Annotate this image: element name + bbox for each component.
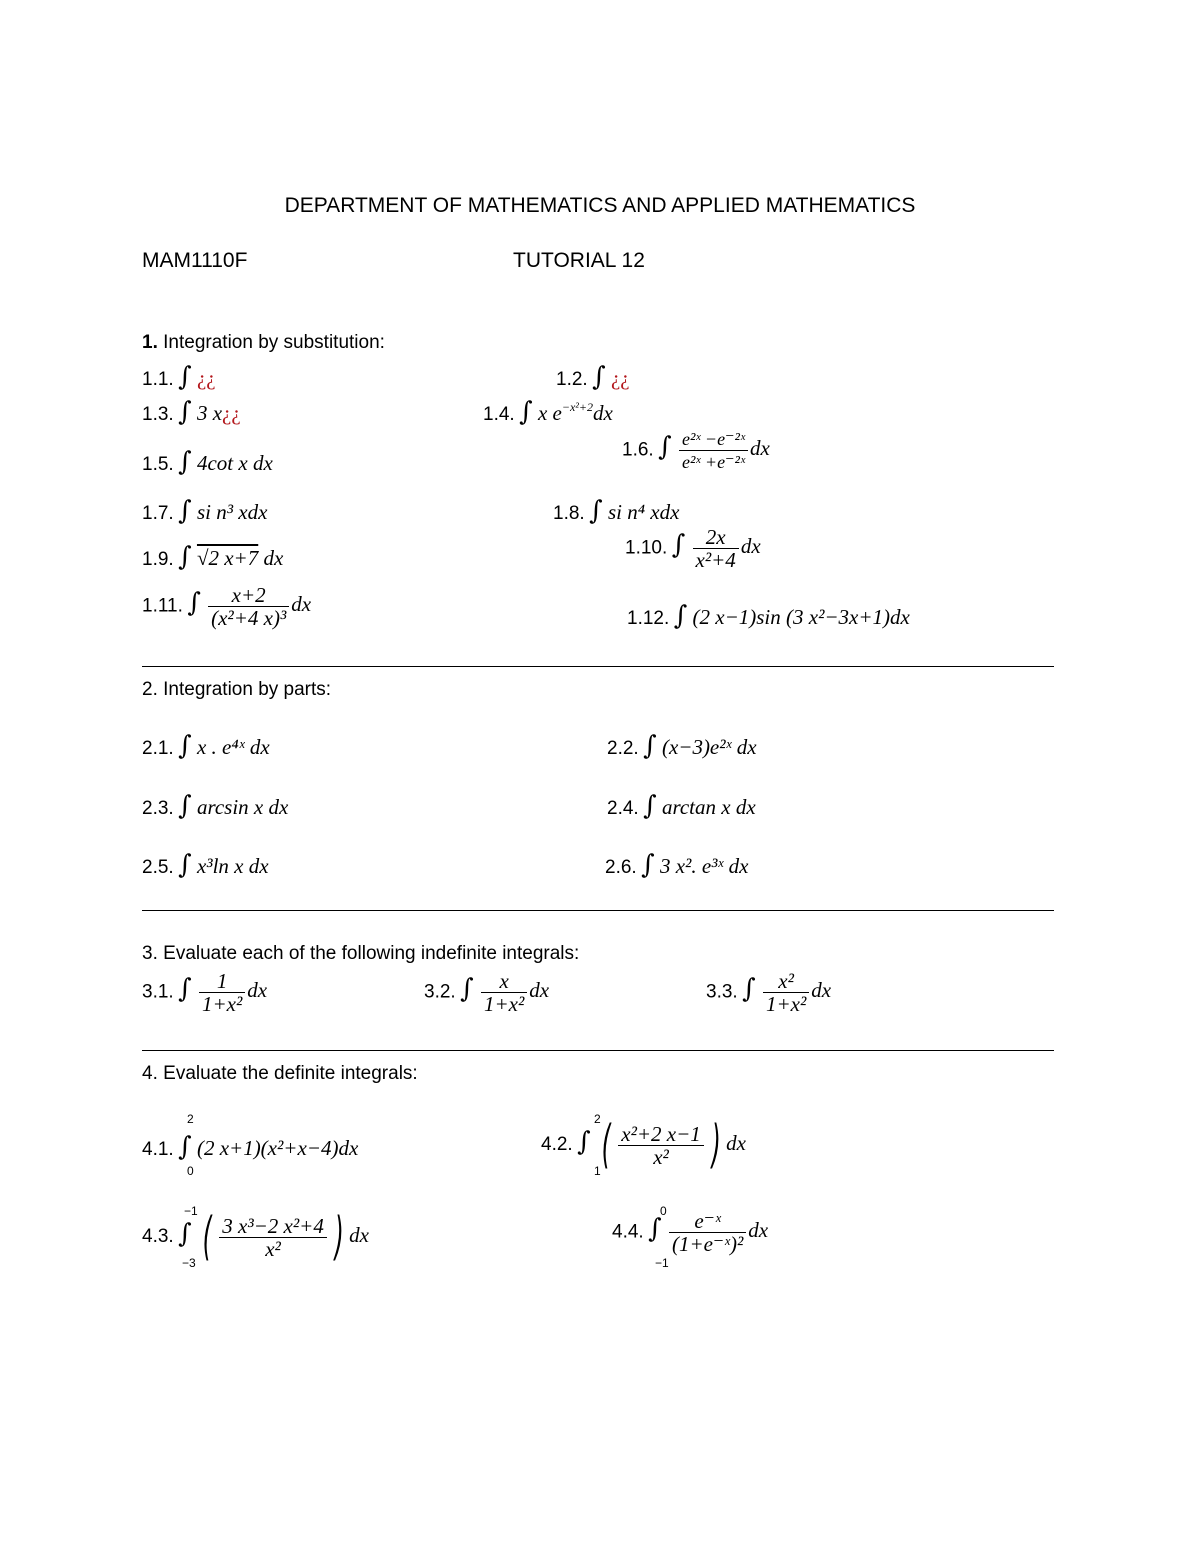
integrand: arcsin x — [196, 795, 264, 819]
problem-2-1 — [142, 731, 270, 761]
problem-label: 1.4. — [483, 404, 515, 425]
problem-label: 2.2. — [607, 738, 639, 759]
problem-2-3 — [142, 791, 288, 821]
exponent: −x²+2 — [561, 400, 593, 414]
problem-label: 1.1. — [142, 369, 174, 390]
section-number: 1. — [142, 332, 158, 353]
problem-label: 3.1. — [142, 981, 174, 1003]
problem-label: 2.1. — [142, 738, 174, 759]
problem-label: 2.5. — [142, 857, 174, 878]
integral-sign: ∫ — [178, 1132, 192, 1162]
integral-sign: ∫ — [589, 496, 603, 526]
integral-sign: ∫ — [519, 397, 533, 427]
department-title: DEPARTMENT OF MATHEMATICS AND APPLIED MATHEMATICS — [284, 194, 916, 217]
integral-sign: ∫ — [178, 496, 192, 526]
problem-1-8 — [553, 496, 679, 526]
problem-1-10 — [625, 526, 761, 571]
dx: dx — [249, 735, 270, 759]
problem-label: 1.8. — [553, 503, 585, 524]
problem-label: 4.3. — [142, 1225, 174, 1247]
dx: dx — [592, 401, 613, 425]
tutorial-number: TUTORIAL 12 — [513, 249, 645, 272]
integral-sign: ∫ — [178, 731, 192, 761]
upper-limit: −1 — [184, 1204, 198, 1218]
problem-label: 3.3. — [706, 981, 738, 1003]
numerator: x+2 — [208, 584, 289, 607]
integrand: (2 x+1)(x²+x−4) — [196, 1136, 339, 1160]
section-3-heading — [142, 943, 579, 965]
problem-1-6 — [622, 428, 770, 473]
dx: dx — [349, 1222, 369, 1247]
problem-1-12 — [627, 601, 910, 631]
dx: dx — [263, 546, 284, 570]
denominator: e²ˣ +e⁻²ˣ — [681, 452, 746, 472]
integrand: arctan x — [661, 795, 731, 819]
denominator: 1+x² — [201, 992, 243, 1016]
integral-sign: ∫ — [187, 588, 201, 619]
problem-1-3 — [142, 397, 241, 427]
problem-label: 4.1. — [142, 1139, 174, 1160]
integral-sign: ∫ — [648, 1214, 662, 1245]
section-title: Evaluate each of the following indefinite integrals: — [163, 943, 580, 964]
problem-label: 2.4. — [607, 798, 639, 819]
problem-3-2 — [424, 970, 549, 1015]
denominator: x²+4 — [695, 548, 736, 572]
section-2-heading — [142, 679, 331, 701]
problem-4-1 — [142, 1132, 358, 1162]
integrand: si n³ xdx — [196, 500, 268, 524]
problem-2-4 — [607, 791, 756, 821]
dx: dx — [726, 1130, 746, 1155]
integrand: (2 x−1)sin (3 x²−3x+1) — [692, 605, 891, 629]
integral-sign: ∫ — [178, 397, 192, 427]
dx: dx — [268, 795, 289, 819]
numerator: e²ˣ −e⁻²ˣ — [679, 428, 748, 451]
dx: dx — [338, 1136, 359, 1160]
dx: dx — [736, 735, 757, 759]
problem-4-2 — [541, 1115, 746, 1175]
problem-label: 1.6. — [622, 439, 654, 461]
dx: dx — [890, 605, 910, 629]
problem-2-6 — [605, 850, 748, 880]
integral-sign: ∫ — [178, 1218, 192, 1249]
integrand: √2 x+7 — [196, 546, 259, 570]
broken-glyph: ¿¿ — [610, 366, 630, 390]
dx: dx — [728, 854, 749, 878]
section-title: Integration by substitution: — [163, 332, 385, 353]
section-1-heading — [142, 332, 385, 354]
integral-sign: ∫ — [641, 850, 655, 880]
problem-label: 4.4. — [612, 1221, 644, 1243]
problem-label: 1.11. — [142, 595, 183, 617]
problem-label: 1.3. — [142, 404, 174, 425]
numerator: x — [481, 970, 527, 993]
integral-sign: ∫ — [178, 974, 192, 1005]
dx: dx — [735, 795, 756, 819]
section-title: Evaluate the definite integrals: — [163, 1063, 418, 1084]
denominator: (1+e⁻ˣ)² — [671, 1232, 744, 1256]
dx: dx — [248, 854, 269, 878]
problem-1-7 — [142, 496, 267, 526]
integral-sign: ∫ — [643, 731, 657, 761]
right-paren: ) — [334, 1207, 344, 1267]
dx: dx — [529, 978, 550, 1003]
denominator: x² — [265, 1236, 281, 1261]
integral-sign: ∫ — [673, 601, 688, 631]
right-paren: ) — [711, 1115, 721, 1175]
numerator: e⁻ˣ — [669, 1210, 746, 1233]
numerator: 1 — [199, 970, 245, 993]
integral-sign: ∫ — [178, 791, 192, 821]
problem-2-2 — [607, 731, 757, 761]
integral-sign: ∫ — [643, 791, 657, 821]
integral-sign: ∫ — [460, 974, 474, 1005]
dx: dx — [291, 592, 312, 617]
lower-limit: 0 — [187, 1164, 194, 1178]
problem-2-5 — [142, 850, 269, 880]
problem-1-4 — [483, 397, 613, 427]
problem-1-11 — [142, 584, 311, 629]
numerator: 3 x³−2 x²+4 — [219, 1215, 327, 1238]
integral-sign: ∫ — [577, 1126, 591, 1157]
upper-limit: 2 — [594, 1112, 601, 1126]
numerator: 2x — [693, 526, 739, 549]
section-number: 4. — [142, 1063, 158, 1084]
integral-sign: ∫ — [658, 432, 672, 463]
left-paren: ( — [202, 1207, 212, 1267]
dx: dx — [740, 534, 761, 559]
dx: dx — [750, 436, 770, 461]
denominator: x² — [653, 1144, 669, 1169]
lower-limit: −1 — [655, 1256, 669, 1270]
integral-sign: ∫ — [592, 362, 606, 392]
left-paren: ( — [601, 1115, 611, 1175]
integrand: 4cot x — [196, 451, 248, 475]
integrand: x . e⁴ˣ — [196, 735, 245, 759]
dx: dx — [748, 1218, 769, 1243]
problem-label: 1.5. — [142, 454, 174, 475]
problem-label: 1.10. — [625, 537, 668, 559]
section-title: Integration by parts: — [163, 679, 332, 700]
course-code: MAM1110F — [142, 249, 248, 272]
lower-limit: −3 — [182, 1256, 196, 1270]
integral-sign: ∫ — [178, 447, 192, 477]
problem-3-3 — [706, 970, 831, 1015]
section-divider — [142, 666, 1054, 667]
integral-sign: ∫ — [178, 362, 192, 392]
integral-sign: ∫ — [671, 530, 686, 561]
dx: dx — [811, 978, 832, 1003]
numerator: x²+2 x−1 — [618, 1123, 704, 1146]
upper-limit: 2 — [187, 1112, 194, 1126]
integral-sign: ∫ — [178, 542, 192, 572]
denominator: 1+x² — [483, 992, 525, 1016]
problem-1-9 — [142, 542, 283, 572]
section-4-heading — [142, 1063, 418, 1085]
problem-label: 3.2. — [424, 981, 456, 1003]
numerator: x² — [763, 970, 809, 993]
integrand: 3 x — [196, 401, 223, 425]
problem-1-2 — [556, 362, 630, 392]
dx: dx — [247, 978, 268, 1003]
denominator: (x²+4 x)³ — [211, 606, 287, 630]
problem-label: 2.3. — [142, 798, 174, 819]
problem-3-1 — [142, 970, 267, 1015]
problem-label: 1.2. — [556, 369, 588, 390]
problem-1-5 — [142, 447, 273, 477]
problem-4-4 — [612, 1210, 768, 1255]
problem-label: 1.7. — [142, 503, 174, 524]
problem-label: 1.9. — [142, 549, 174, 570]
broken-glyph: ¿¿ — [222, 401, 241, 425]
integrand: (x−3)e²ˣ — [661, 735, 732, 759]
denominator: 1+x² — [765, 992, 807, 1016]
section-divider — [142, 1050, 1054, 1051]
problem-1-1 — [142, 362, 216, 392]
upper-limit: 0 — [660, 1204, 667, 1218]
section-divider — [142, 910, 1054, 911]
integrand: x³ln x — [196, 854, 244, 878]
integrand: si n⁴ xdx — [607, 500, 680, 524]
problem-4-3 — [142, 1207, 369, 1267]
broken-glyph: ¿¿ — [196, 366, 216, 390]
section-number: 3. — [142, 943, 158, 964]
integral-sign: ∫ — [742, 974, 756, 1005]
dx: dx — [252, 451, 273, 475]
problem-label: 4.2. — [541, 1133, 573, 1155]
integrand: x e — [537, 401, 562, 425]
integral-sign: ∫ — [178, 850, 192, 880]
integrand: 3 x². e³ˣ — [659, 854, 724, 878]
section-number: 2. — [142, 679, 158, 700]
lower-limit: 1 — [594, 1164, 601, 1178]
problem-label: 1.12. — [627, 608, 670, 629]
problem-label: 2.6. — [605, 857, 637, 878]
